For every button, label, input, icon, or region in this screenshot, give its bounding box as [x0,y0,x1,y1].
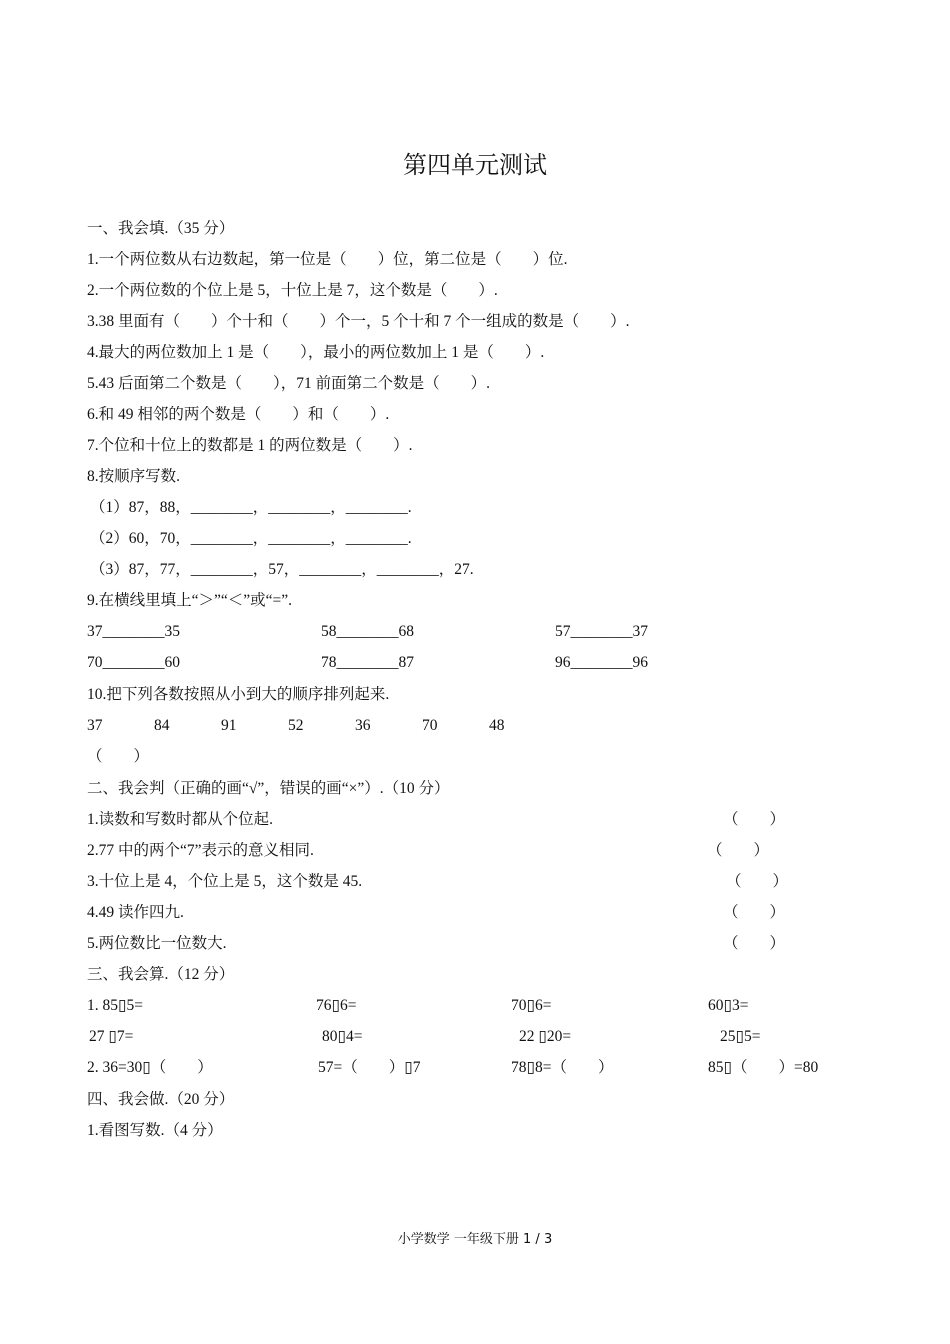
question-1-10: 10.把下列各数按照从小到大的顺序排列起来. [87,686,390,703]
question-1-8: 8.按顺序写数. [87,468,181,485]
compare-item: 58________68 [321,623,414,640]
answer-paren: （ ） [87,748,150,765]
section-heading-calc: 三、我会算.（12 分） [87,966,235,983]
question-1-5: 5.43 后面第二个数是（ ），71 前面第二个数是（ ）. [87,375,491,392]
judge-item-5: 5.两位数比一位数大. [87,935,227,952]
page-title: 第四单元测试 [403,151,547,179]
compare-item: 70________60 [87,654,180,671]
page-footer: 小学数学 一年级下册 1 / 3 [397,1232,553,1247]
judge-item-1: 1.读数和写数时都从个位起. [87,811,274,828]
judge-paren: （ ） [723,811,786,828]
judge-item-2: 2.77 中的两个“7”表示的意义相同. [87,842,314,859]
judge-item-3: 3.十位上是 4，个位上是 5，这个数是 45. [87,873,363,890]
number-item: 48 [489,717,505,734]
number-item: 52 [288,717,304,734]
question-1-7: 7.个位和十位上的数都是 1 的两位数是（ ）. [87,437,413,454]
judge-paren: （ ） [707,842,770,859]
section-heading-do: 四、我会做.（20 分） [87,1091,235,1108]
question-1-2: 2.一个两位数的个位上是 5，十位上是 7，这个数是（ ）. [87,282,498,299]
compare-item: 37________35 [87,623,180,640]
number-item: 36 [355,717,371,734]
calc-item: 25▯5= [720,1028,761,1045]
number-item: 91 [221,717,237,734]
question-1-1: 1.一个两位数从右边数起，第一位是（ ）位，第二位是（ ）位. [87,251,568,268]
compare-item: 57________37 [555,623,648,640]
sequence-3: （3）87，77，________，57，________，________，27. [90,561,474,578]
calc-item: 85▯（ ）=80 [708,1059,819,1076]
calc-item: 78▯8=（ ） [511,1059,614,1076]
sequence-2: （2）60，70，________，________，________. [90,530,412,547]
number-item: 70 [422,717,438,734]
calc-item: 2. 36=30▯（ ） [87,1059,213,1076]
question-1-6: 6.和 49 相邻的两个数是（ ）和（ ）. [87,406,390,423]
calc-item: 76▯6= [316,997,357,1014]
judge-paren: （ ） [723,935,786,952]
calc-item: 27 ▯7= [89,1028,134,1045]
calc-item: 57=（ ）▯7 [318,1059,421,1076]
number-item: 37 [87,717,103,734]
calc-item: 60▯3= [708,997,749,1014]
calc-item: 1. 85▯5= [87,997,144,1014]
judge-item-4: 4.49 读作四九. [87,904,184,921]
compare-item: 96________96 [555,654,648,671]
calc-item: 70▯6= [511,997,552,1014]
judge-paren: （ ） [726,873,789,890]
number-item: 84 [154,717,170,734]
calc-item: 80▯4= [322,1028,363,1045]
question-1-9: 9.在横线里填上“＞”“＜”或“=”. [87,592,293,609]
calc-item: 22 ▯20= [519,1028,572,1045]
section-heading-judge: 二、我会判（正确的画“√”，错误的画“×”）.（10 分） [87,780,450,797]
compare-item: 78________87 [321,654,414,671]
question-4-1: 1.看图写数.（4 分） [87,1122,223,1139]
question-1-3: 3.38 里面有（ ）个十和（ ）个一，5 个十和 7 个一组成的数是（ ）. [87,313,630,330]
question-1-4: 4.最大的两位数加上 1 是（ ），最小的两位数加上 1 是（ ）. [87,344,545,361]
judge-paren: （ ） [723,904,786,921]
section-heading-fill: 一、我会填.（35 分） [87,220,235,237]
sequence-1: （1）87，88，________，________，________. [90,499,412,516]
